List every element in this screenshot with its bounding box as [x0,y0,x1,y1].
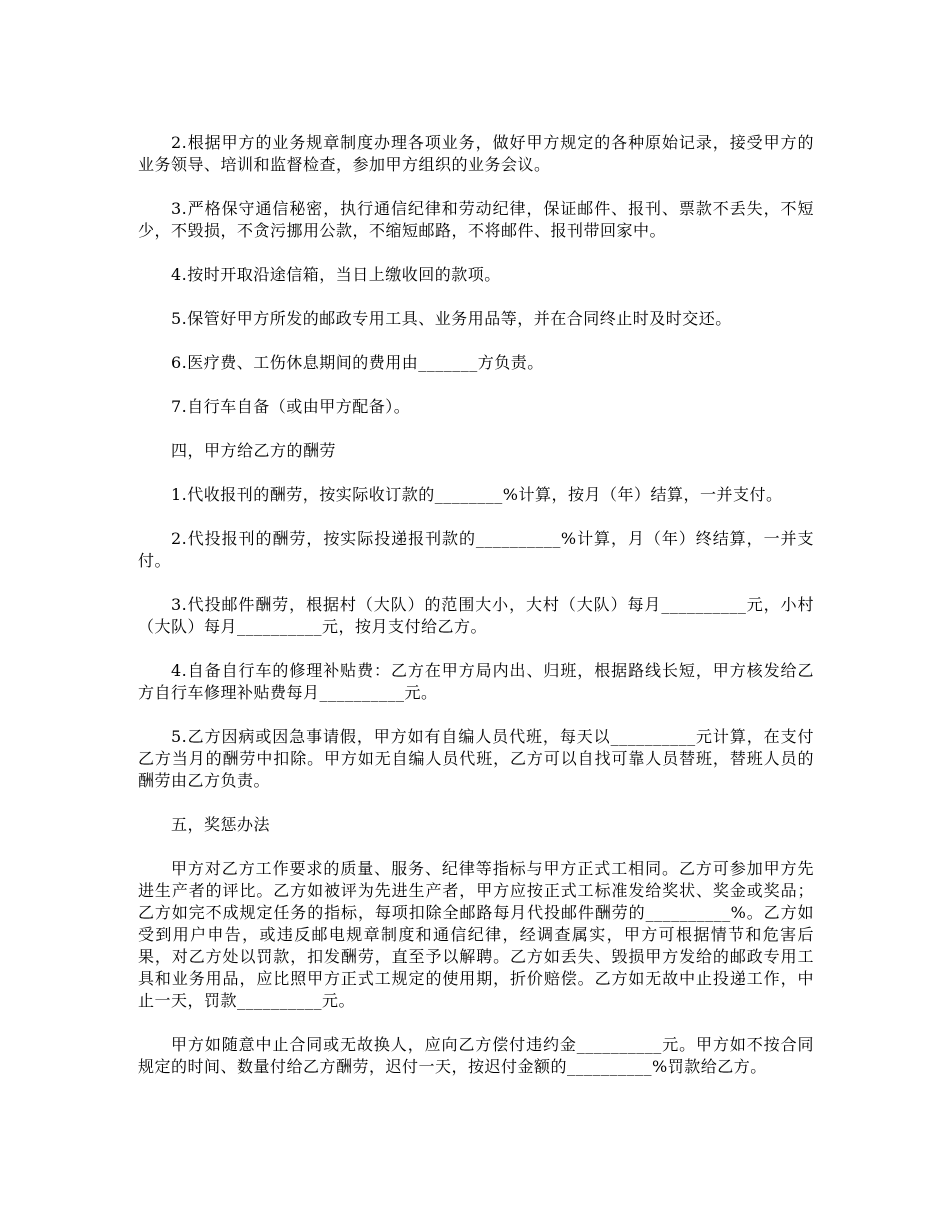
clause-3: 3.严格保守通信秘密，执行通信纪律和劳动纪律，保证邮件、报刊、票款不丢失，不短少，不毁损，不贪污挪用公款，不缩短邮路，不将邮件、报刊带回家中。 [138,199,814,240]
remuneration-clause-5: 5.乙方因病或因急事请假，甲方如有自编人员代班，每天以__________元计算，在支付乙方当月的酬劳中扣除。甲方如无自编人员代班，乙方可以自找可靠人员替班，替班人员的酬劳由乙方负责。 [138,727,814,790]
remuneration-clause-3: 3.代投邮件酬劳，根据村（大队）的范围大小，大村（大队）每月__________元，小村（大队）每月__________元，按月支付给乙方。 [138,595,814,636]
clause-7: 7.自行车自备（或由甲方配备）。 [171,397,411,416]
clause-6: 6.医疗费、工伤休息期间的费用由_______方负责。 [171,353,544,372]
remuneration-clause-1: 1.代收报刊的酬劳，按实际收订款的________%计算，按月（年）结算，一并支付。 [171,485,783,504]
remuneration-clause-2: 2.代投报刊的酬劳，按实际投递报刊款的__________%计算，月（年）终结算，一并支付。 [138,529,814,570]
clause-4: 4.按时开取沿途信箱，当日上缴收回的款项。 [171,265,501,284]
rewards-penalties-paragraph-1: 甲方对乙方工作要求的质量、服务、纪律等指标与甲方正式工相同。乙方可参加甲方先进生产者的评比。乙方如被评为先进生产者，甲方应按正式工标准发给奖状、奖金或奖品；乙方如完不成规定任务的指标，每项扣除全邮路每月代投邮件酬劳的__________%。乙方如受到用户申告，或违反邮电规章制度和通信纪律，经调查属实，甲方可根据情节和危害后果，对乙方处以罚款，扣发酬劳，直至予以解聘。乙方如丢失、毁损甲方发给的邮政专用工具和业务用品，应比照甲方正式工规定的使用期，折价赔偿。乙方如无故中止投递工作，中止一天，罚款__________元。 [138,859,814,1010]
clause-5: 5.保管好甲方所发的邮政专用工具、业务用品等，并在合同终止时及时交还。 [171,309,732,328]
remuneration-clause-4: 4.自备自行车的修理补贴费：乙方在甲方局内出、归班，根据路线长短，甲方核发给乙方自行车修理补贴费每月__________元。 [138,661,814,702]
clause-2: 2.根据甲方的业务规章制度办理各项业务，做好甲方规定的各种原始记录，接受甲方的业务领导、培训和监督检查，参加甲方组织的业务会议。 [138,133,814,174]
section-heading-remuneration: 四，甲方给乙方的酬劳 [171,441,337,460]
rewards-penalties-paragraph-2: 甲方如随意中止合同或无故换人，应向乙方偿付违约金__________元。甲方如不按合同规定的时间、数量付给乙方酬劳，迟付一天，按迟付金额的__________%罚款给乙方。 [138,1035,814,1076]
section-heading-rewards-penalties: 五，奖惩办法 [171,815,271,834]
document-body [138,132,814,1100]
